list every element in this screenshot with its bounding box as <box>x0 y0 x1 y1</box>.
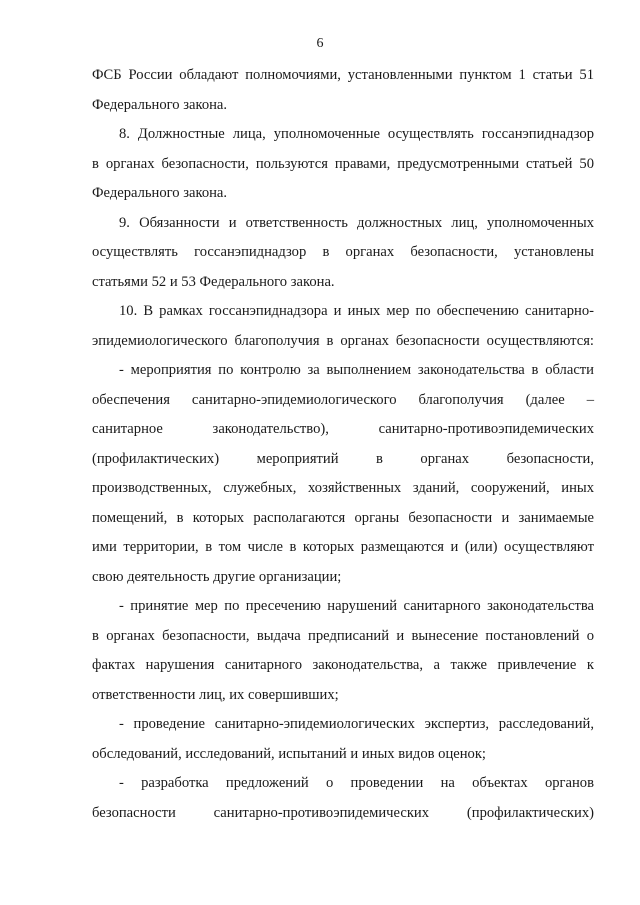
text-line: свою деятельность другие организации; <box>92 568 342 585</box>
text-line: (профилактических) мероприятий в органах безопасности, <box>92 450 594 467</box>
text-line: Федерального закона. <box>92 96 228 113</box>
text-line: - разработка предложений о проведении на объектах органов <box>119 775 594 791</box>
text-line: 10. В рамках госсанэпиднадзора и иных мер по обеспечению санитарно- <box>119 303 594 319</box>
text-line: статьями 52 и 53 Федерального закона. <box>92 273 335 290</box>
text-line: производственных, служебных, хозяйственных зданий, сооружений, иных <box>92 480 594 496</box>
text-line: обследований, исследований, испытаний и иных видов оценок; <box>92 745 486 762</box>
text-line: безопасности санитарно-противоэпидемических (профилактических) <box>92 804 594 821</box>
text-line: в органах безопасности, выдача предписаний и вынесение постановлений о <box>92 627 594 644</box>
text-line: помещений, в которых располагаются органы безопасности и занимаемые <box>92 509 594 526</box>
text-line: ими территории, в том числе в которых размещаются и (или) осуществляют <box>92 539 594 555</box>
text-line: ответственности лиц, их совершивших; <box>92 686 339 703</box>
page-number: 6 <box>316 36 324 51</box>
text-line: обеспечения санитарно-эпидемиологического благополучия (далее – <box>92 391 594 408</box>
text-line: - проведение санитарно-эпидемиологических экспертиз, расследований, <box>119 716 594 732</box>
text-line: 8. Должностные лица, уполномоченные осуществлять госсанэпиднадзор <box>119 126 594 142</box>
text-line: в органах безопасности, пользуются правами, предусмотренными статьей 50 <box>92 155 594 172</box>
text-line: санитарное законодательство), санитарно-противоэпидемических <box>92 421 594 437</box>
text-line: эпидемиологического благополучия в органах безопасности осуществляются: <box>92 332 594 349</box>
text-line: - мероприятия по контролю за выполнением законодательства в области <box>119 362 594 378</box>
text-line: осуществлять госсанэпиднадзор в органах безопасности, установлены <box>92 244 594 260</box>
text-line: ФСБ России обладают полномочиями, установленными пунктом 1 статьи 51 <box>92 67 594 83</box>
document-text <box>92 61 594 828</box>
text-line: Федерального закона. <box>92 185 228 201</box>
text-line: - принятие мер по пресечению нарушений санитарного законодательства <box>119 598 594 614</box>
text-line: фактах нарушения санитарного законодательства, а также привлечение к <box>92 657 594 673</box>
text-line: 9. Обязанности и ответственность должностных лиц, уполномоченных <box>119 214 594 231</box>
